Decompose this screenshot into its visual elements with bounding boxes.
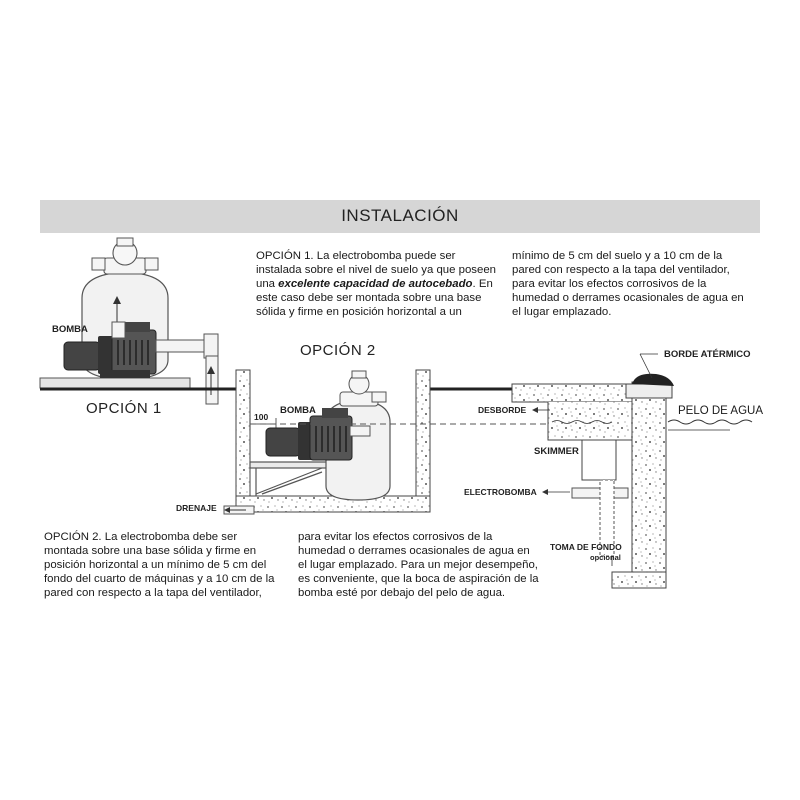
toma-de-fondo-optional-label: opcional [590,553,621,562]
borde-label: BORDE ATÉRMICO [664,349,751,360]
skimmer-label: SKIMMER [534,446,579,457]
electrobomba-label: ELECTROBOMBA [464,487,537,497]
option1-text-line-2: instalada sobre el nivel de suelo ya que poseen [256,264,497,276]
option1-text-line-1: OPCIÓN 1. La electrobomba puede ser [256,250,456,262]
option1-text-line-8: para evitar los efectos corrosivos de la [512,278,707,290]
option2-text-line-2: montada sobre una base sólida y firme en [44,545,257,557]
option1-text-line-10: el lugar emplazado. [512,306,612,318]
option1-text-line-9: humedad o derrames ocasionales de agua en [512,292,744,304]
option1-text-line-5: sólida y firme en posición horizontal a un [256,306,462,318]
option2-text-line-5: pared con respecto a la tapa del ventilador, [44,587,262,599]
option2-text-line-10: bomba esté por debajo del pelo de agua. [298,587,506,599]
option1-base-slab [40,378,190,388]
pelo-de-agua-label: PELO DE AGUA [678,405,764,417]
option1-text-line-3-start: una [256,278,279,290]
option1-text-line-3-end: . En [472,278,493,290]
option1-text-line-4: este caso debe ser montada sobre una base [256,292,482,304]
option1-highlight-text: excelente capacidad de autocebado [278,278,473,290]
option2-text-line-9: es conveniente, que la boca de aspiración de la [298,573,539,585]
option2-title: OPCIÓN 2 [300,342,376,359]
thermal-edge [632,374,674,386]
drain-label: DRENAJE [176,503,217,513]
option1-text-line-7: pared con respecto a la tapa del ventilador, [512,264,730,276]
desborde-label: DESBORDE [478,405,527,415]
option2-text-line-1: OPCIÓN 2. La electrobomba debe ser [44,531,238,543]
option2-pump-label: BOMBA [280,405,316,416]
toma-de-fondo-label: TOMA DE FONDO [550,542,622,552]
option1-text-line-6: mínimo de 5 cm del suelo y a 10 cm de la [512,250,723,262]
option2-text-line-3: posición horizontal a un mínimo de 5 cm del [44,559,267,571]
option2-text-line-6: para evitar los efectos corrosivos de la [298,531,493,543]
option2-text-line-8: el lugar emplazado. Para un mejor desempeño, [298,559,538,571]
option1-pump-label: BOMBA [52,324,88,335]
dimension-label: 100 [254,412,269,422]
option2-text-line-7: humedad o derrames ocasionales de agua en [298,545,530,557]
pump-bracket [250,462,328,496]
page-title: INSTALACIÓN [341,206,459,225]
option1-title: OPCIÓN 1 [86,400,162,417]
option2-text-line-4: fondo del cuarto de máquinas y a 10 cm de la [44,573,275,585]
